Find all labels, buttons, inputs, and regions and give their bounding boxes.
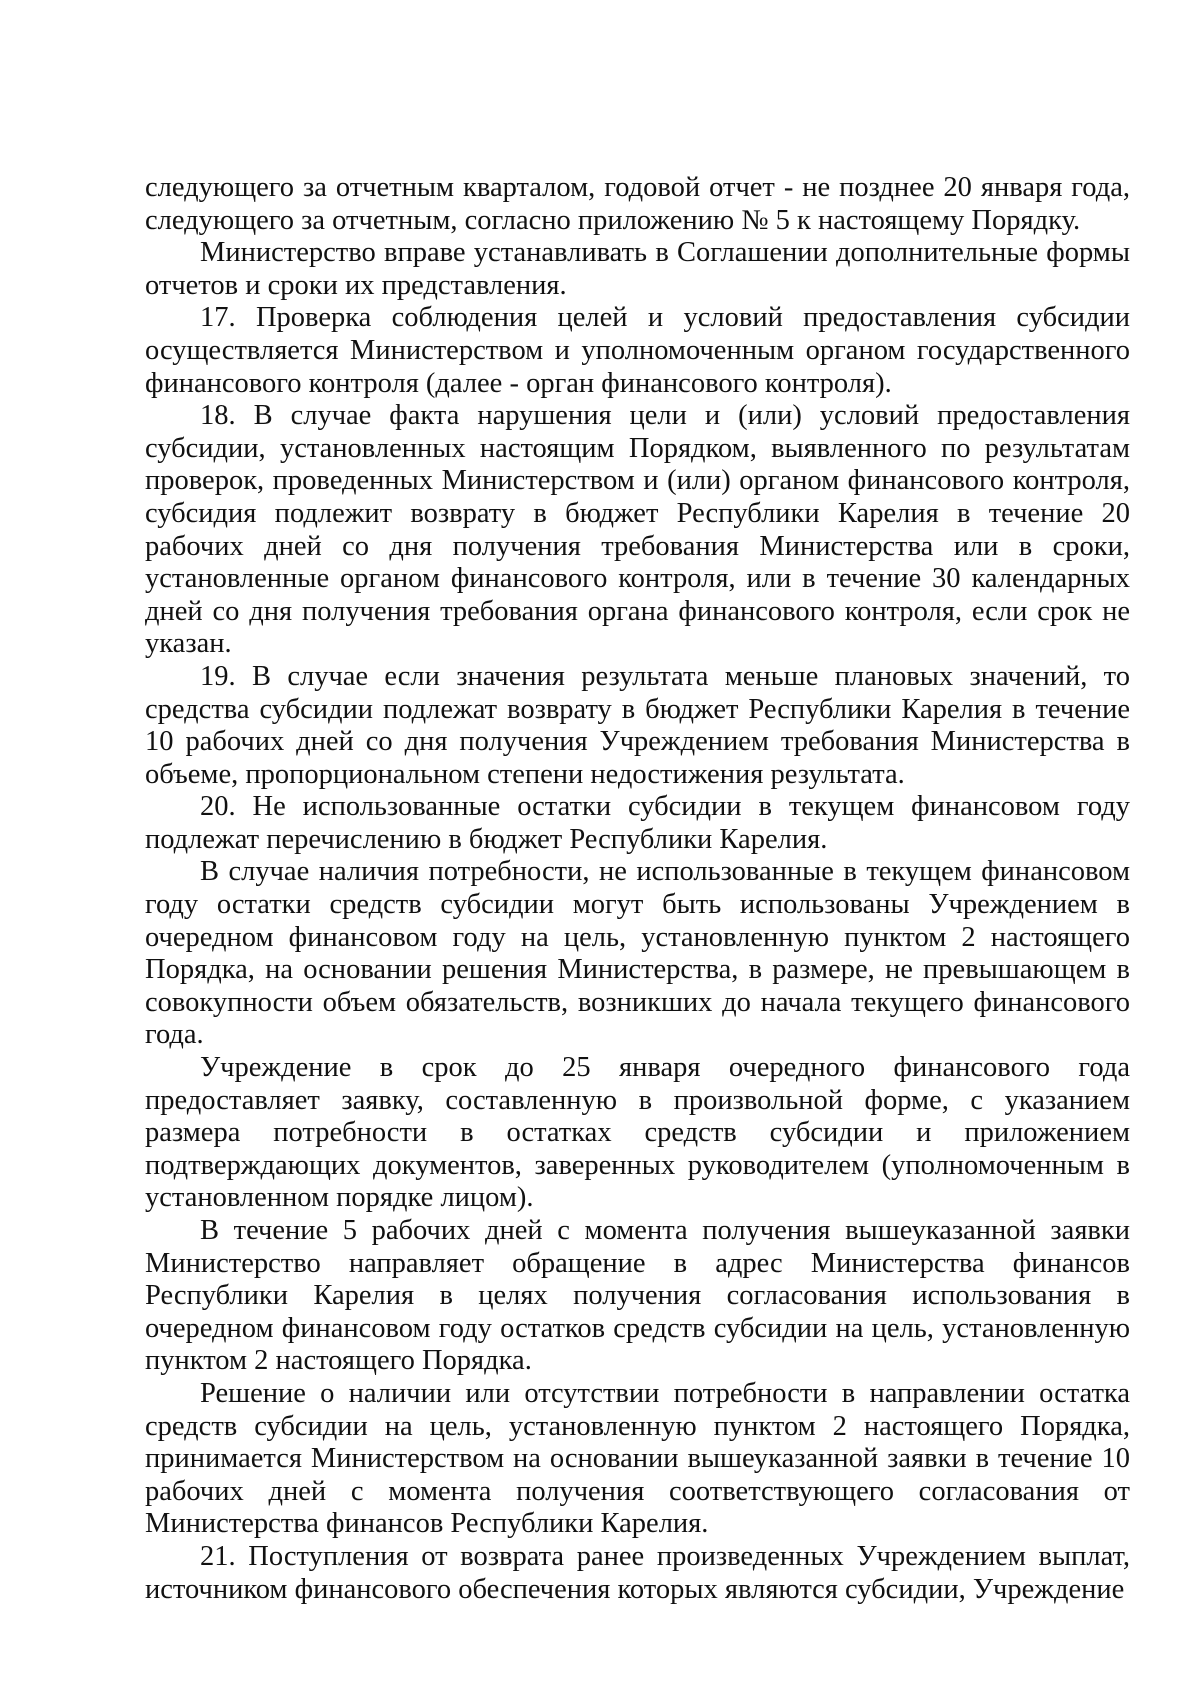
paragraph-17: 17. Проверка соблюдения целей и условий предоставления субсидии осуществляется Министерством и уполномоченным органом государственного финансового контроля (далее - орган финансового контроля). <box>145 302 1130 399</box>
paragraph-reporting-forms: Министерство вправе устанавливать в Соглашении дополнительные формы отчетов и сроки их представления. <box>145 237 1130 301</box>
paragraph-18: 18. В случае факта нарушения цели и (или) условий предоставления субсидии, установленных настоящим Порядком, выявленного по результатам проверок, проведенных Министерством и (или) органом финансового контроля, субсидия подлежит возврату в бюджет Республики Карелия в течение 20 рабочих дней со дня получения требования Министерства или в сроки, установленные органом финансового контроля, или в течение 30 календарных дней со дня получения требования органа финансового контроля, если срок не указан. <box>145 400 1130 660</box>
paragraph-20-remainder-usage: В случае наличия потребности, не использованные в текущем финансовом году остатки средств субсидии могут быть использованы Учреждением в очередном финансовом году на цель, установленную пунктом 2 настоящего Порядка, на основании решения Министерства, в размере, не превышающем в совокупности объем обязательств, возникших до начала текущего финансового года. <box>145 856 1130 1051</box>
document-body <box>145 172 1130 1606</box>
paragraph-continuation: следующего за отчетным кварталом, годовой отчет - не позднее 20 января года, следующего за отчетным, согласно приложению № 5 к настоящему Порядку. <box>145 172 1130 236</box>
paragraph-20-application: Учреждение в срок до 25 января очередного финансового года предоставляет заявку, составленную в произвольной форме, с указанием размера потребности в остатках средств субсидии и приложением подтверждающих документов, заверенных руководителем (уполномоченным в установленном порядке лицом). <box>145 1052 1130 1214</box>
paragraph-19: 19. В случае если значения результата меньше плановых значений, то средства субсидии подлежат возврату в бюджет Республики Карелия в течение 10 рабочих дней со дня получения Учреждением требования Министерства в объеме, пропорциональном степени недостижения результата. <box>145 660 1130 790</box>
paragraph-20-decision: Решение о наличии или отсутствии потребности в направлении остатка средств субсидии на цель, установленную пунктом 2 настоящего Порядка, принимается Министерством на основании вышеуказанной заявки в течение 10 рабочих дней с момента получения соответствующего согласования от Министерства финансов Республики Карелия. <box>145 1377 1130 1540</box>
paragraph-20: 20. Не использованные остатки субсидии в текущем финансовом году подлежат перечислению в бюджет Республики Карелия. <box>145 791 1130 855</box>
paragraph-20-ministry-request: В течение 5 рабочих дней с момента получения вышеуказанной заявки Министерство направляет обращение в адрес Министерства финансов Республики Карелия в целях получения согласования использования в очередном финансовом году остатков средств субсидии на цель, установленную пунктом 2 настоящего Порядка. <box>145 1215 1130 1377</box>
paragraph-21: 21. Поступления от возврата ранее произведенных Учреждением выплат, источником финансового обеспечения которых являются субсидии, Учреждение <box>145 1540 1130 1605</box>
